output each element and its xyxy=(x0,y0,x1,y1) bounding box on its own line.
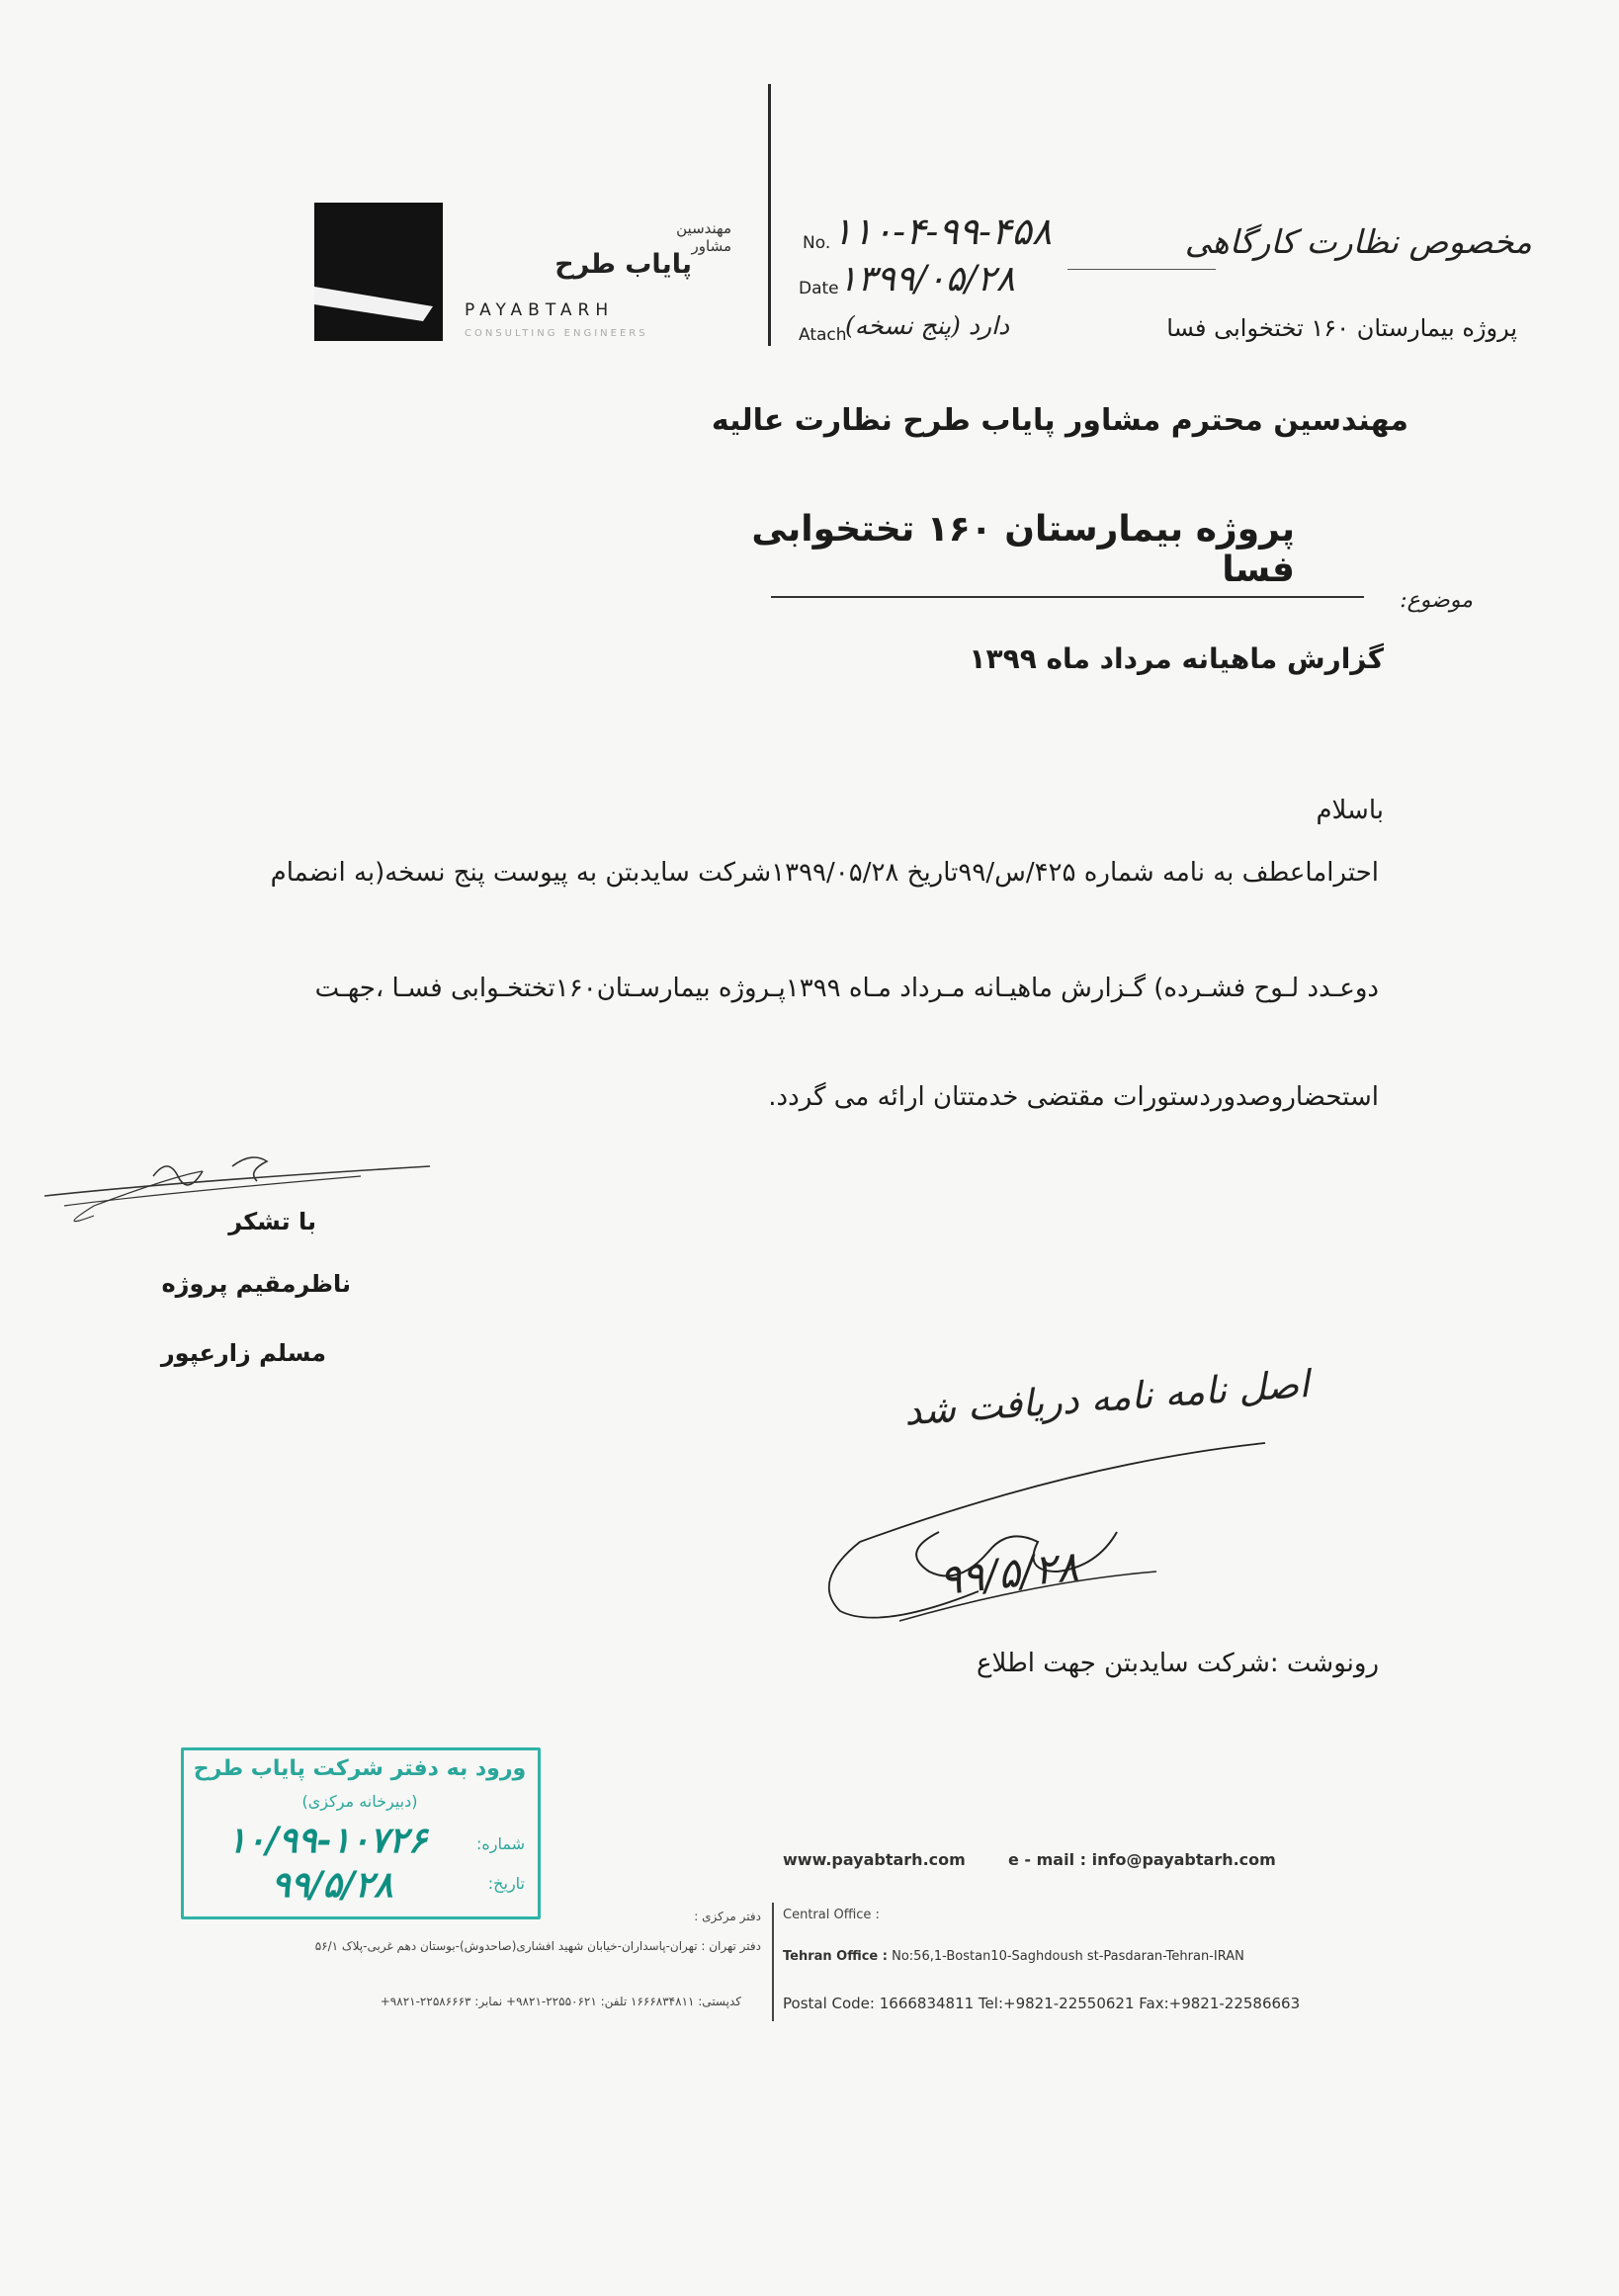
header-divider xyxy=(768,84,771,346)
subject-label: موضوع: xyxy=(1400,588,1473,613)
logo-mark-icon xyxy=(314,203,443,341)
stamp-number: ۱۰/۹۹-۱۰۷۲۶ xyxy=(226,1820,428,1861)
supervision-header: مخصوص نظارت کارگاهی xyxy=(1184,222,1532,261)
number-label: No. xyxy=(803,233,831,253)
tehran-office-label: Tehran Office : xyxy=(783,1949,888,1964)
receipt-signature-icon xyxy=(781,1423,1295,1651)
attachment-label: Atach xyxy=(799,325,847,345)
attachment-value: دارد (پنج نسخه) xyxy=(845,311,1010,340)
report-title: گزارش ماهیانه مرداد ماه ۱۳۹۹ xyxy=(969,642,1384,675)
central-office-label-fa: دفتر مرکزی : xyxy=(694,1910,761,1923)
body-line-3: استحضاروصدوردستورات مقتضی خدمتتان ارائه می گردد. xyxy=(768,1082,1379,1112)
sender-role: ناظرمقیم پروژه xyxy=(161,1270,351,1298)
stamp-subtitle: (دبیرخانه مرکزی) xyxy=(301,1792,418,1811)
greeting: باسلام xyxy=(1316,796,1384,825)
date-value: ۱۳۹۹/۰۵/۲۸ xyxy=(838,259,1015,299)
tehran-office-address-fa: دفتر تهران : تهران-پاسداران-خیابان شهید افشاری(صاحدوش)-بوستان دهم غربی-پلاک ۵۶/۱ xyxy=(314,1939,761,1953)
number-value: ۱۱۰-۴-۹۹-۴۵۸ xyxy=(832,210,1053,253)
body-line-1: احتراماعطف به نامه شماره ۴۲۵/س/۹۹تاریخ ۱۳۹۹/۰۵/۲۸شرکت سایدبتن به پیوست پنج نسخه(به انضمام xyxy=(270,858,1379,888)
company-type-fa: مهندسین مشاور xyxy=(676,219,731,255)
tehran-office-address-text: No:56,1-Bostan10-Saghdoush st-Pasdaran-Tehran-IRAN xyxy=(892,1949,1244,1964)
central-office-label: Central Office : xyxy=(783,1908,880,1922)
subject-rule xyxy=(771,596,1364,598)
company-name-fa: پایاب طرح xyxy=(554,249,692,280)
contact-line-fa: کدپستی: ۱۶۶۶۸۳۴۸۱۱ تلفن: ۲۲۵۵۰۶۲۱-۹۸۲۱+ نمابر: ۲۲۵۸۶۶۶۳-۹۸۲۱+ xyxy=(380,1995,741,2008)
stamp-date: ۹۹/۵/۲۸ xyxy=(271,1864,393,1906)
closing-thanks: با تشکر xyxy=(228,1208,316,1235)
receipt-note: اصل نامه نامه دریافت شد xyxy=(902,1361,1311,1434)
stamp-number-label: شماره: xyxy=(475,1834,525,1853)
carbon-copy: رونوشت :شرکت سایدبتن جهت اطلاع xyxy=(977,1649,1379,1678)
body-line-2: دوعـدد لـوح فشـرده) گـزارش ماهیـانه مـرداد مـاه ۱۳۹۹پـروژه بیمارسـتان۱۶۰تختخـوابی فسـا ،جهـت xyxy=(314,974,1379,1003)
company-logo xyxy=(314,203,443,341)
receipt-date: ۹۹/۵/۲۸ xyxy=(936,1541,1081,1605)
stamp-title: ورود به دفتر شرکت پایاب طرح xyxy=(193,1756,527,1781)
date-label: Date xyxy=(799,279,839,298)
stamp-date-label: تاریخ: xyxy=(487,1874,525,1893)
sender-name: مسلم زارعپور xyxy=(160,1339,326,1367)
email-link[interactable]: e - mail : info@payabtarh.com xyxy=(1008,1850,1276,1869)
project-name-header: پروژه بیمارستان ۱۶۰ تختخوابی فسا xyxy=(1166,314,1517,342)
registry-stamp xyxy=(181,1747,541,1919)
company-subtitle-en: CONSULTING ENGINEERS xyxy=(465,328,648,339)
footer-divider xyxy=(772,1903,774,2021)
company-name-en: PAYABTARH xyxy=(465,300,615,320)
contact-line: Postal Code: 1666834811 Tel:+9821-22550621 Fax:+9821-22586663 xyxy=(783,1995,1301,2012)
website-link[interactable]: www.payabtarh.com xyxy=(783,1850,966,1869)
project-title: پروژه بیمارستان ۱۶۰ تختخوابی فسا xyxy=(751,509,1295,590)
tehran-office-address xyxy=(783,1949,1244,1964)
header-underline xyxy=(1067,269,1216,270)
recipient: مهندسین محترم مشاور پایاب طرح نظارت عالیه xyxy=(711,403,1408,438)
